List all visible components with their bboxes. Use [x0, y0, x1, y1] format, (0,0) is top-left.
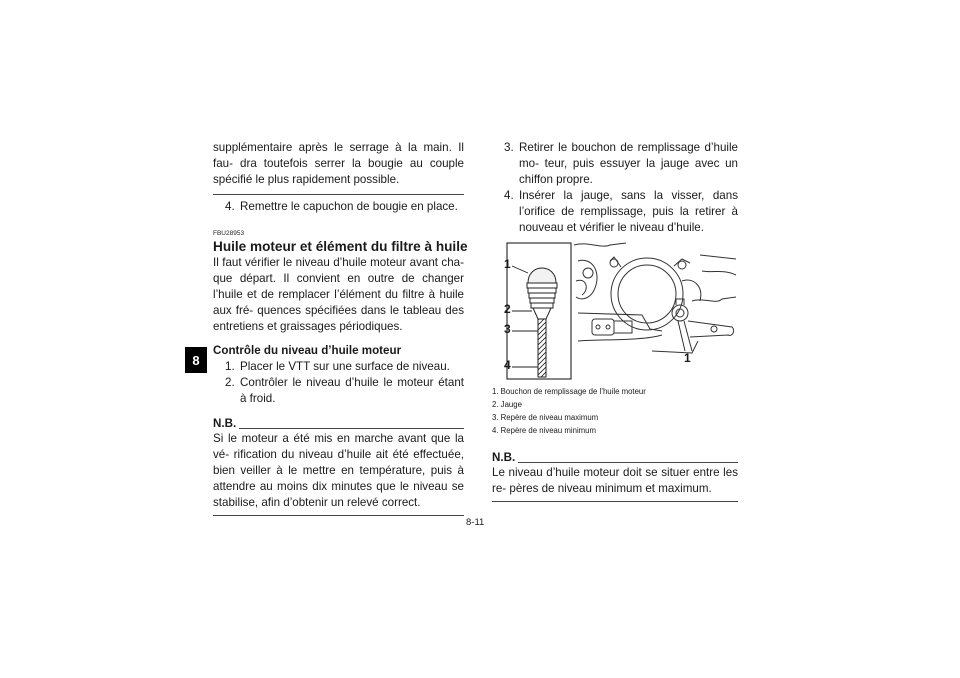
section-tab: 8 — [185, 347, 207, 373]
caption-4: 4. Repère de niveau minimum — [492, 426, 597, 435]
step-text: Contrôler le niveau d’huile le moteur étant à froid. — [240, 376, 464, 405]
callout-4-min-mark: 4 — [504, 358, 511, 372]
note-text: Si le moteur a été mis en marche avant que la vé- rification du niveau d’huile ait été effectuée, bien veiller à le mettre en température, puis à attendre au moins dix minutes que le niveau se stabilise, afin d’obtenir un relevé correct. — [213, 432, 464, 509]
step-number: 1. — [225, 360, 235, 373]
step-number: 3. — [504, 141, 514, 154]
step-list-right — [492, 140, 738, 236]
step-list-continued — [213, 199, 464, 215]
engine-illustration — [492, 241, 738, 383]
left-column — [213, 140, 468, 516]
intro-paragraph: supplémentaire après le serrage à la main. Il fau- dra toutefois serrer la bougie au couple spécifié le plus rapidement possible. — [213, 141, 464, 186]
step-text: Placer le VTT sur une surface de niveau. — [240, 360, 450, 373]
divider — [213, 194, 464, 195]
note-text-right: Le niveau d’huile moteur doit se situer entre les re- pères de niveau minimum et maximum. — [492, 466, 738, 495]
note-header-right — [492, 451, 738, 465]
right-column — [492, 140, 738, 502]
step-list — [213, 359, 464, 407]
caption-2: 2. Jauge — [492, 400, 522, 409]
reference-code: FBU28953 — [213, 230, 245, 237]
callout-1-cap: 1 — [504, 257, 511, 271]
note-rule — [239, 428, 464, 429]
step-1 — [213, 359, 464, 375]
section-heading: Huile moteur et élément du filtre à huile — [213, 239, 468, 254]
step-number: 2. — [225, 376, 235, 389]
callout-1-filler: 1 — [684, 351, 691, 365]
step-text: Retirer le bouchon de remplissage d’huile mo- teur, puis essuyer la jauge avec un chiffon propre. — [519, 141, 738, 186]
step-4-right — [492, 188, 738, 236]
note-label: N.B. — [213, 417, 237, 430]
step-text: Insérer la jauge, sans la visser, dans l’orifice de remplissage, puis la retirer à nouveau et vérifier le niveau d’huile. — [519, 189, 738, 234]
page-number: 8-11 — [466, 517, 485, 528]
step-text: Remettre le capuchon de bougie en place. — [240, 200, 458, 213]
figure-captions — [492, 385, 738, 437]
note-header — [213, 417, 464, 431]
callout-2-dipstick: 2 — [504, 302, 511, 316]
caption-3: 3. Repère de niveau maximum — [492, 413, 599, 422]
subheading: Contrôle du niveau d’huile moteur — [213, 344, 402, 357]
note-rule — [518, 462, 738, 463]
step-number: 4. — [504, 189, 514, 202]
callout-3-max-mark: 3 — [504, 322, 511, 336]
note-label: N.B. — [492, 451, 516, 464]
note-end-rule-right — [492, 501, 738, 502]
step-3 — [492, 140, 738, 188]
caption-1: 1. Bouchon de remplissage de l’huile moteur — [492, 387, 646, 396]
step-4 — [213, 199, 464, 215]
note-end-rule — [213, 515, 464, 516]
step-2 — [213, 375, 464, 407]
oil-dipstick-figure — [492, 241, 738, 383]
step-number: 4. — [225, 200, 235, 213]
body-paragraph: Il faut vérifier le niveau d’huile moteur avant cha- que départ. Il convient en outre de changer l’huile et de remplacer l’élément du filtre à huile aux fré- quences spécifiées dans le tableau des entretiens et graissages périodiques. — [213, 256, 464, 333]
